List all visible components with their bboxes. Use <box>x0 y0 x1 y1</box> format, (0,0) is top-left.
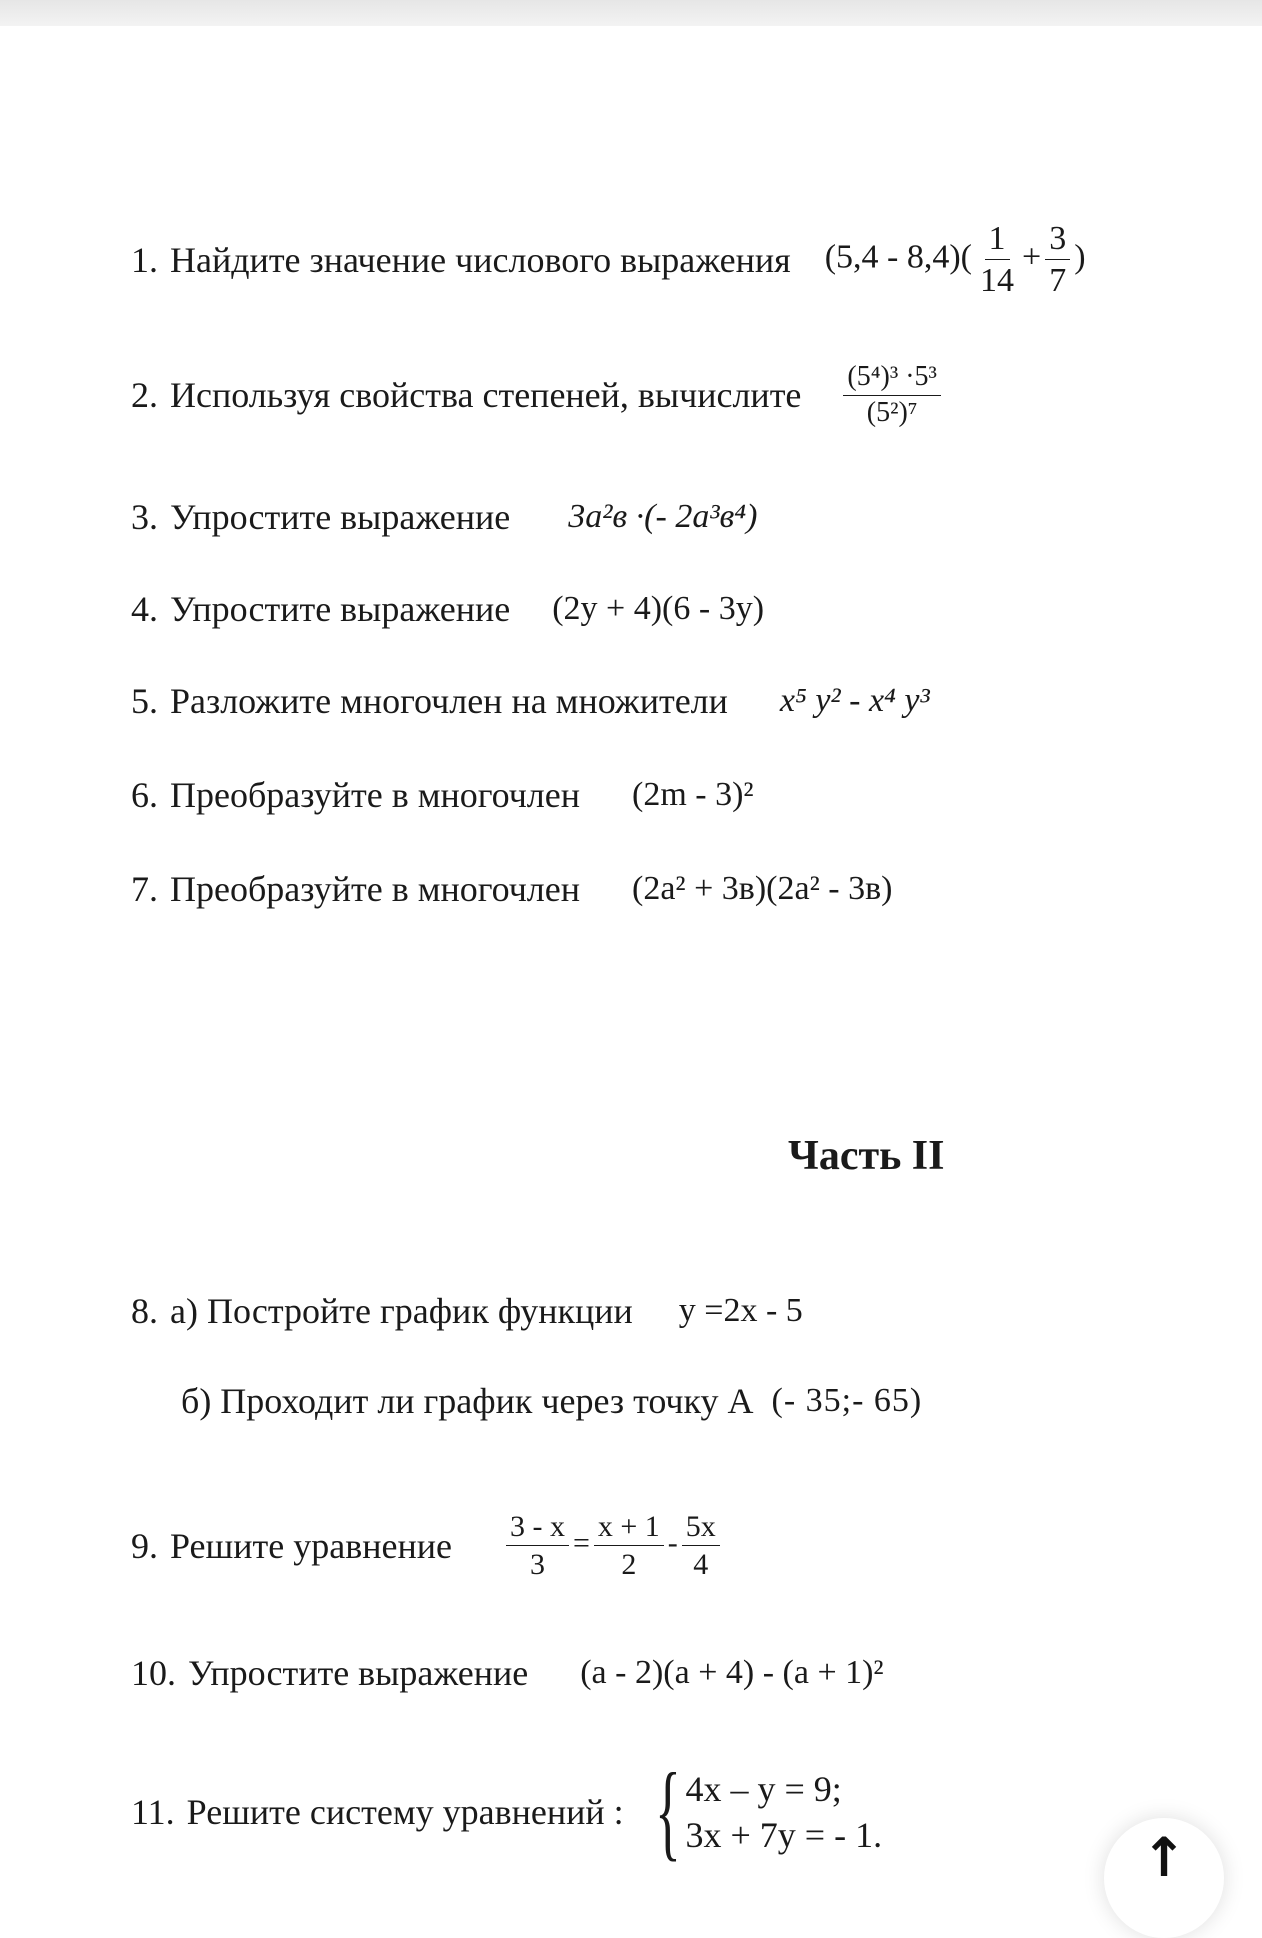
task-2 <box>131 362 945 429</box>
fraction-denominator: (5²)⁷ <box>866 396 918 428</box>
task-number: 7. <box>131 869 158 909</box>
system-equation-1: 4x – y = 9; <box>685 1768 842 1809</box>
task-number: 11. <box>131 1792 175 1832</box>
task-expression: x⁵ y² - x⁴ y³ <box>779 682 930 719</box>
task-6 <box>131 774 754 816</box>
task-text: Упростите выражение <box>170 497 511 537</box>
task-expression: y =2x - 5 <box>678 1292 803 1329</box>
task-number: 10. <box>131 1653 176 1693</box>
task-10 <box>131 1652 884 1694</box>
task-text: Преобразуйте в многочлен <box>170 775 581 815</box>
equals-sign: = <box>572 1526 590 1560</box>
task-number: 6. <box>131 775 158 815</box>
fraction-denominator: 4 <box>693 1548 709 1581</box>
task-text: Используя свойства степеней, вычислите <box>170 375 802 416</box>
fraction-denominator: 3 <box>529 1548 545 1581</box>
task-text: Решите систему уравнений : <box>186 1792 624 1832</box>
task-expression <box>502 1510 724 1581</box>
task-text: а) Постройте график функции <box>170 1291 633 1331</box>
task-text: Преобразуйте в многочлен <box>170 869 581 909</box>
document-page <box>0 26 1262 1920</box>
task-expression <box>839 362 945 429</box>
fraction-numerator: 5x <box>682 1510 720 1546</box>
fraction <box>843 362 941 429</box>
task-8a <box>131 1290 803 1332</box>
fraction-numerator: 3 - x <box>506 1510 569 1546</box>
task-text: Решите уравнение <box>170 1525 452 1566</box>
curly-brace: { <box>654 1752 681 1871</box>
task-text: Найдите значение числового выражения <box>170 239 791 280</box>
task-text: Упростите выражение <box>188 1653 529 1693</box>
equation-system <box>642 1752 883 1871</box>
task-number: 9. <box>131 1525 158 1566</box>
task-text: Упростите выражение <box>170 589 511 629</box>
fraction <box>682 1510 720 1581</box>
task-number: 1. <box>131 239 158 280</box>
fraction <box>976 220 1018 300</box>
fraction-numerator: (5⁴)³ ·5³ <box>843 362 941 396</box>
task-number: 8. <box>131 1291 158 1331</box>
task-number: 3. <box>131 497 158 537</box>
task-4 <box>131 588 764 630</box>
fraction-denominator: 7 <box>1049 262 1067 300</box>
expr-suffix: ) <box>1074 238 1086 276</box>
system-equation-2: 3x + 7y = - 1. <box>685 1815 883 1855</box>
fraction-numerator: 1 <box>985 220 1010 260</box>
fraction <box>1045 220 1070 300</box>
scroll-to-top-button[interactable] <box>1104 1818 1224 1938</box>
fraction-denominator: 2 <box>621 1548 637 1581</box>
task-number: 2. <box>131 375 158 416</box>
task-1 <box>131 220 1086 300</box>
fraction <box>506 1510 569 1581</box>
minus-sign: - <box>667 1526 678 1560</box>
task-number: 5. <box>131 681 158 721</box>
task-number: 4. <box>131 589 158 629</box>
task-11 <box>131 1752 883 1871</box>
plus-sign: + <box>1022 238 1042 276</box>
task-8b <box>181 1380 922 1422</box>
task-9 <box>131 1510 724 1581</box>
expr-prefix: (5,4 - 8,4)( <box>824 238 973 276</box>
task-7 <box>131 868 892 910</box>
fraction-numerator: x + 1 <box>594 1510 664 1546</box>
task-3 <box>131 496 757 538</box>
task-expression: (2m - 3)² <box>632 776 754 813</box>
task-expression <box>825 220 1086 300</box>
task-expression: (- 35;- 65) <box>771 1382 923 1419</box>
task-text: Разложите многочлен на множители <box>170 681 728 721</box>
task-5 <box>131 680 930 722</box>
arrow-up-icon: ↑ <box>1141 1826 1187 1889</box>
fraction-denominator: 14 <box>980 262 1015 300</box>
task-expression: (2y + 4)(6 - 3y) <box>552 590 765 627</box>
fraction <box>594 1510 664 1581</box>
section-heading: Часть II <box>788 1133 945 1179</box>
system-lines <box>685 1766 882 1858</box>
task-expression: 3a²в ·(- 2a³в⁴) <box>568 498 758 535</box>
task-expression: (2a² + 3в)(2a² - 3в) <box>632 870 893 907</box>
task-expression: (a - 2)(a + 4) - (a + 1)² <box>580 1654 884 1691</box>
top-bar <box>0 0 1262 26</box>
task-text: б) Проходит ли график через точку А <box>181 1381 754 1421</box>
fraction-numerator: 3 <box>1045 220 1070 260</box>
